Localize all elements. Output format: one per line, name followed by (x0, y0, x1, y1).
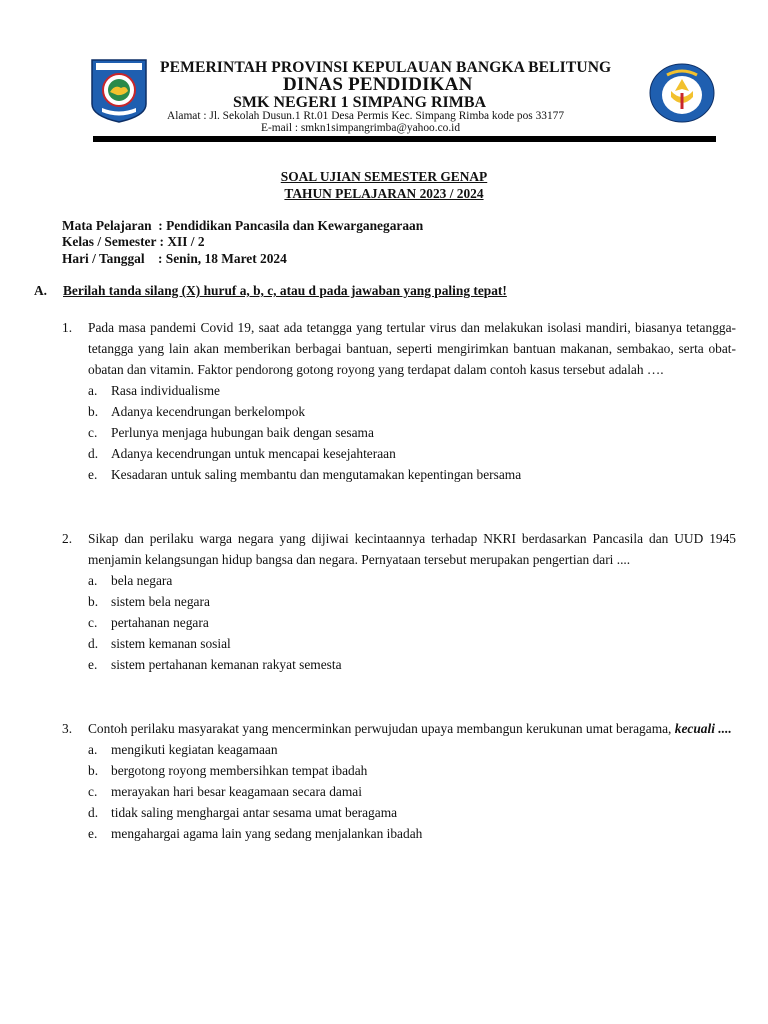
option-letter: a. (88, 383, 98, 398)
option-letter: a. (88, 742, 98, 757)
option-letter: b. (88, 594, 99, 609)
option-text: Perlunya menjaga hubungan baik dengan sesama (111, 425, 374, 440)
header-government: PEMERINTAH PROVINSI KEPULAUAN BANGKA BELITUNG (160, 59, 612, 76)
option-b (88, 591, 736, 612)
option-c (88, 422, 736, 443)
option-text: mengikuti kegiatan keagamaan (111, 742, 278, 757)
option-d (88, 633, 736, 654)
option-text: merayakan hari besar keagamaan secara damai (111, 784, 362, 799)
option-letter: b. (88, 763, 99, 778)
option-text: sistem bela negara (111, 594, 210, 609)
letterhead (0, 0, 768, 150)
option-letter: c. (88, 615, 98, 630)
question-number: 3. (62, 721, 73, 736)
option-a (88, 570, 736, 591)
option-text: sistem pertahanan kemanan rakyat semesta (111, 657, 342, 672)
option-letter: d. (88, 446, 99, 461)
exam-title: SOAL UJIAN SEMESTER GENAP (280, 169, 488, 184)
header-email: E-mail : smkn1simpangrimba@yahoo.co.id (261, 122, 461, 134)
section-text: Berilah tanda silang (X) huruf a, b, c, atau d pada jawaban yang paling tepat! (63, 283, 507, 298)
section-letter: A. (34, 283, 48, 298)
option-list (88, 570, 736, 675)
header-agency: DINAS PENDIDIKAN (283, 74, 473, 95)
letterhead-rule (93, 136, 716, 142)
option-text: bergotong royong membersihkan tempat ibadah (111, 763, 368, 778)
header-school: SMK NEGERI 1 SIMPANG RIMBA (233, 94, 487, 111)
question-3 (62, 718, 736, 844)
question-number: 1. (62, 320, 73, 335)
option-text: bela negara (111, 573, 173, 588)
option-e (88, 823, 736, 844)
section-a-instruction (34, 283, 507, 299)
option-a (88, 739, 736, 760)
question-text-body: Contoh perilaku masyarakat yang mencerminkan perwujudan upaya membangun kerukunan umat beragama, (88, 721, 675, 736)
class-line: Kelas / Semester : XII / 2 (62, 234, 205, 249)
option-letter: d. (88, 805, 99, 820)
option-letter: e. (88, 657, 98, 672)
question-text: Pada masa pandemi Covid 19, saat ada tetangga yang tertular virus dan melakukan isolasi mandiri, biasanya tetangga-tetangga yang lain akan memberikan berbagai bantuan, seperti mengirimkan bantuan makanan, sembakao, serta obat-obatan dan vitamin. Faktor pendorong gotong royong yang terdapat dalam contoh kasus tersebut adalah …. (88, 320, 736, 377)
option-text: Adanya kecendrungan berkelompok (111, 404, 306, 419)
option-letter: c. (88, 425, 98, 440)
date-line: Hari / Tanggal : Senin, 18 Maret 2024 (62, 251, 287, 266)
option-a (88, 380, 736, 401)
question-text: Sikap dan perilaku warga negara yang dijiwai kecintaannya terhadap NKRI berdasarkan Pancasila dan UUD 1945 menjamin kelangsungan hidup bangsa dan negara. Pernyataan tersebut merupakan pengertian dari .... (88, 531, 736, 567)
exam-year: TAHUN PELAJARAN 2023 / 2024 (284, 186, 484, 201)
subject-line: Mata Pelajaran : Pendidikan Pancasila dan Kewarganegaraan (62, 218, 424, 233)
option-letter: e. (88, 467, 98, 482)
question-emphasis: kecuali .... (674, 721, 732, 736)
provincial-emblem-icon (90, 58, 148, 124)
option-letter: d. (88, 636, 99, 651)
option-letter: a. (88, 573, 98, 588)
option-d (88, 443, 736, 464)
question-2 (62, 528, 736, 675)
header-address: Alamat : Jl. Sekolah Dusun.1 Rt.01 Desa Permis Kec. Simpang Rimba kode pos 33177 (167, 110, 565, 122)
option-text: Kesadaran untuk saling membantu dan mengutamakan kepentingan bersama (111, 467, 522, 482)
option-e (88, 654, 736, 675)
question-text (88, 718, 736, 739)
option-d (88, 802, 736, 823)
option-text: Rasa individualisme (111, 383, 220, 398)
option-b (88, 760, 736, 781)
tut-wuri-handayani-icon (649, 63, 715, 123)
question-1 (62, 317, 736, 485)
option-letter: b. (88, 404, 99, 419)
option-text: tidak saling menghargai antar sesama umat beragama (111, 805, 398, 820)
option-text: Adanya kecendrungan untuk mencapai kesejahteraan (111, 446, 396, 461)
option-text: sistem kemanan sosial (111, 636, 231, 651)
option-letter: c. (88, 784, 98, 799)
option-e (88, 464, 736, 485)
option-c (88, 612, 736, 633)
option-list (88, 380, 736, 485)
option-text: mengahargai agama lain yang sedang menjalankan ibadah (111, 826, 423, 841)
option-c (88, 781, 736, 802)
option-list (88, 739, 736, 844)
option-text: pertahanan negara (111, 615, 209, 630)
option-b (88, 401, 736, 422)
question-number: 2. (62, 531, 73, 546)
option-letter: e. (88, 826, 98, 841)
